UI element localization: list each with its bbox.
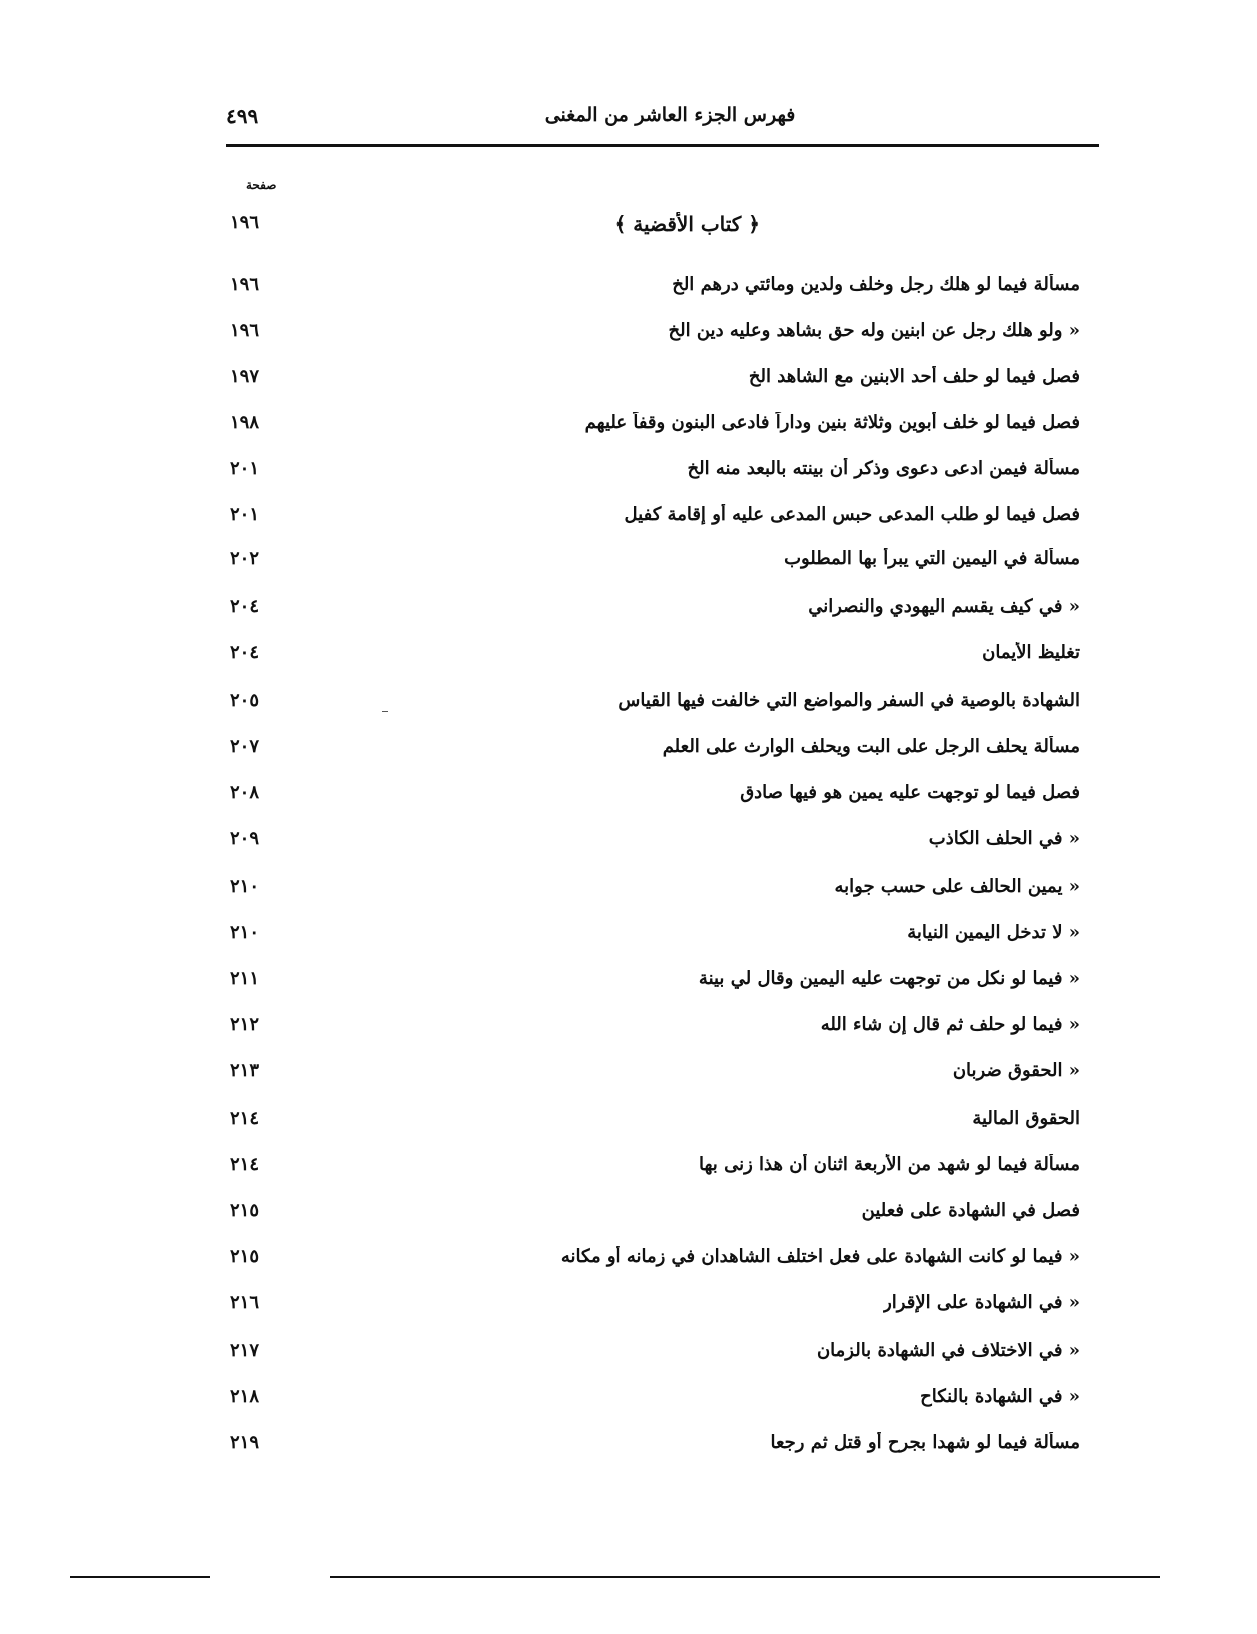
toc-entry [230, 408, 1080, 442]
toc-entry-page: ٢١٩ [230, 1432, 260, 1453]
toc-entry-page: ٢١٠ [230, 922, 260, 943]
toc-entry-title: « فيما لو حلف ثم قال إن شاء الله [820, 1014, 1080, 1035]
page-column-label: صفحة [246, 178, 277, 192]
toc-entry [230, 1104, 1080, 1138]
toc-entry [230, 1288, 1080, 1322]
toc-entry-page: ٢٠٤ [230, 642, 260, 663]
toc-entry-page: ٢٠٧ [230, 736, 260, 757]
toc-entry-title: « في الاختلاف في الشهادة بالزمان [816, 1340, 1080, 1361]
toc-entry-page: ٢٠٤ [230, 596, 260, 617]
toc-entry [230, 454, 1080, 488]
toc-entry [230, 1196, 1080, 1230]
toc-entry-title: تغليظ الأيمان [982, 642, 1080, 663]
toc-entry-page: ٢١٣ [230, 1060, 260, 1081]
footer-rule-right [330, 1576, 1160, 1578]
toc-entry-title: فصل فيما لو طلب المدعى حبس المدعى عليه أو إقامة كفيل [624, 504, 1080, 525]
toc-entry [230, 270, 1080, 304]
header-title: فهرس الجزء العاشر من المغنى [544, 104, 796, 126]
toc-entry-title: الحقوق المالية [972, 1108, 1080, 1129]
toc-entry-page: ٢١٢ [230, 1014, 260, 1035]
toc-entry-title: « يمين الحالف على حسب جوابه [834, 876, 1080, 897]
toc-entry-page: ١٩٦ [230, 320, 260, 341]
toc-entry-title: الشهادة بالوصية في السفر والمواضع التي خالفت فيها القياس [618, 690, 1080, 711]
toc-entry-page: ٢١٠ [230, 876, 260, 897]
toc-entry [230, 316, 1080, 350]
toc-entry-title: مسألة فيما لو هلك رجل وخلف ولدين ومائتي درهم الخ [672, 274, 1080, 295]
toc-entry-page: ٢٠٨ [230, 782, 260, 803]
toc-section-heading [230, 208, 1080, 242]
toc-entry-title: « ولو هلك رجل عن ابنين وله حق بشاهد وعليه دين الخ [668, 320, 1080, 341]
toc-entry-title: مسألة في اليمين التي يبرأ بها المطلوب [784, 548, 1080, 569]
toc-entry-page: ٢١٥ [230, 1246, 260, 1267]
toc-entry [230, 872, 1080, 906]
toc-entry [230, 362, 1080, 396]
toc-entry-title: مسألة فيما لو شهد من الأربعة اثنان أن هذا زنى بها [699, 1154, 1080, 1175]
toc-entry-title: « فيما لو نكل من توجهت عليه اليمين وقال لي بينة [698, 968, 1080, 989]
toc-entry-title: فصل فيما لو حلف أحد الابنين مع الشاهد الخ [748, 366, 1080, 387]
toc-entry [230, 592, 1080, 626]
toc-entry-page: ٢٠١ [230, 458, 260, 479]
toc-entry-page: ٢٠٢ [230, 548, 260, 569]
toc-entry [230, 1428, 1080, 1462]
toc-entry [230, 964, 1080, 998]
toc-entry [230, 918, 1080, 952]
toc-entry-title: مسألة يحلف الرجل على البت ويحلف الوارث على العلم [662, 736, 1080, 757]
toc-entry-page: ٢١٧ [230, 1340, 260, 1361]
toc-entry-title: مسألة فيمن ادعى دعوى وذكر أن بينته بالبعد منه الخ [687, 458, 1080, 479]
toc-entry-page: ٢١٥ [230, 1200, 260, 1221]
toc-entry [230, 1150, 1080, 1184]
toc-entry [230, 824, 1080, 858]
toc-entry-title: « في الشهادة بالنكاح [920, 1386, 1080, 1407]
toc-entry-title: « فيما لو كانت الشهادة على فعل اختلف الشاهدان في زمانه أو مكانه [560, 1246, 1080, 1267]
toc-entry [230, 544, 1080, 578]
toc-entry [230, 1010, 1080, 1044]
toc-entry-title: فصل فيما لو خلف أبوين وثلاثة بنين وداراً فادعى البنون وقفاً عليهم [584, 412, 1080, 433]
toc-entry-page: ١٩٦ [230, 274, 260, 295]
toc-entry [230, 1242, 1080, 1276]
toc-entry-title: ﴿ كتاب الأقضية ﴾ [614, 212, 760, 236]
toc-entry-page: ٢٠١ [230, 504, 260, 525]
toc-entry-title: « في كيف يقسم اليهودي والنصراني [808, 596, 1080, 617]
toc-entry-page: ٢١٨ [230, 1386, 260, 1407]
toc-entry [230, 1382, 1080, 1416]
toc-entry-title: مسألة فيما لو شهدا بجرح أو قتل ثم رجعا [770, 1432, 1080, 1453]
toc-entry-page: ٢١٤ [230, 1108, 260, 1129]
toc-entry [230, 1336, 1080, 1370]
toc-entry [230, 732, 1080, 766]
toc-entry [230, 778, 1080, 812]
toc-entry-page: ١٩٦ [230, 212, 260, 233]
toc-entry-title: « في الشهادة على الإقرار [883, 1292, 1080, 1313]
toc-entry-page: ٢١٤ [230, 1154, 260, 1175]
toc-entry-title: « لا تدخل اليمين النيابة [907, 922, 1080, 943]
toc-entry [230, 500, 1080, 534]
toc-entry-page: ١٩٧ [230, 366, 260, 387]
footer-rule-left [70, 1576, 210, 1578]
toc-entry [230, 638, 1080, 672]
toc-entry-title: فصل في الشهادة على فعلين [861, 1200, 1080, 1221]
toc-entry-page: ١٩٨ [230, 412, 260, 433]
toc-entry-title: فصل فيما لو توجهت عليه يمين هو فيها صادق [740, 782, 1080, 803]
toc-entry [230, 686, 1080, 720]
toc-entry-page: ٢١١ [230, 968, 260, 989]
toc-entry-title: « في الحلف الكاذب [928, 828, 1080, 849]
toc-entry [230, 1056, 1080, 1090]
header-page-number: ٤٩٩ [226, 104, 259, 128]
toc-entry-title: « الحقوق ضربان [952, 1060, 1080, 1081]
toc-entry-page: ٢٠٩ [230, 828, 260, 849]
toc-entry-page: ٢٠٥ [230, 690, 260, 711]
scan-speck [382, 711, 388, 712]
toc-entry-page: ٢١٦ [230, 1292, 260, 1313]
